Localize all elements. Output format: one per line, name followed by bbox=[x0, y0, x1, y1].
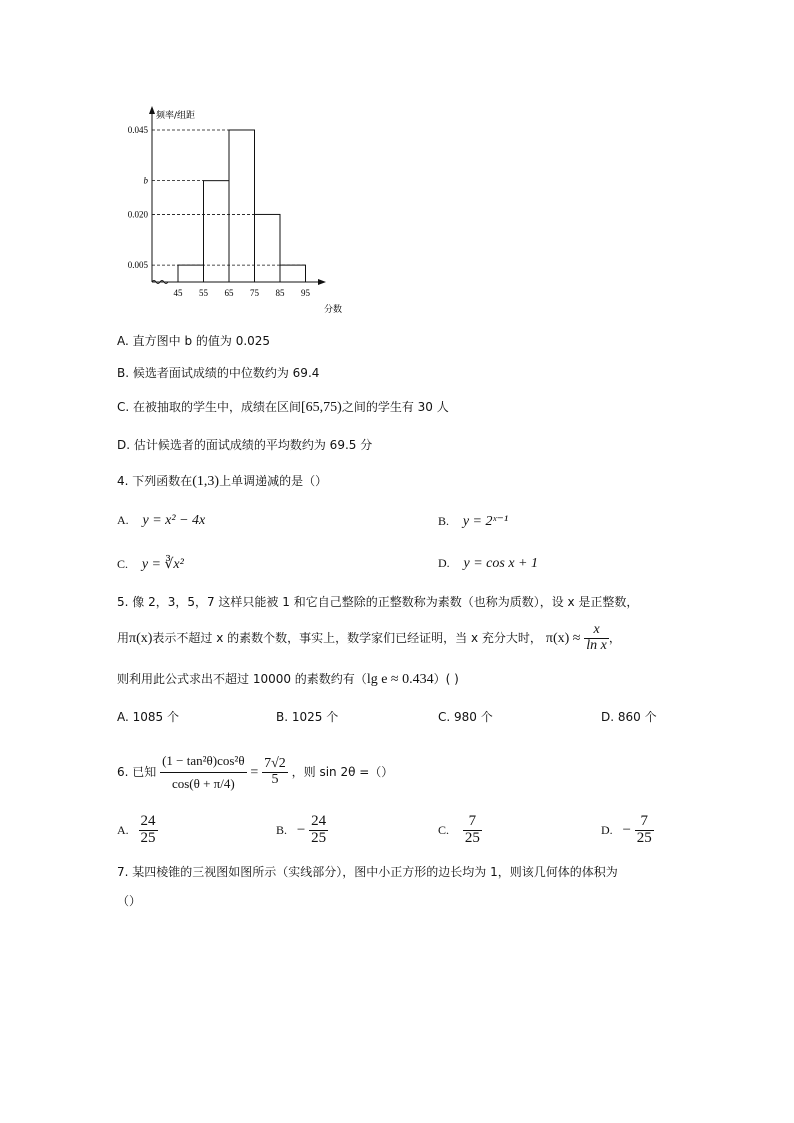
q5-line2 bbox=[117, 623, 621, 654]
q5-line3 bbox=[117, 671, 459, 688]
q6-b-label: B. bbox=[276, 822, 288, 837]
y-axis-label: 频率/组距 bbox=[156, 111, 196, 121]
q7-line2: （） bbox=[117, 894, 142, 908]
histogram-bar bbox=[280, 265, 306, 282]
x-tick-label: 65 bbox=[224, 288, 234, 298]
q6-b-sign: − bbox=[296, 821, 306, 838]
q5-pi-x: π(x) bbox=[129, 631, 153, 646]
q6-a-frac bbox=[139, 814, 158, 847]
q6-den: cos(θ + π/4) bbox=[171, 776, 235, 791]
q6-post: ，则 sin 2θ =（） bbox=[291, 765, 394, 779]
y-axis-arrow bbox=[149, 106, 155, 114]
q3-option-c-post: 之间的学生有 30 人 bbox=[341, 400, 449, 414]
q5-approx-lhs: π(x) ≈ bbox=[545, 631, 581, 646]
q6-option-d bbox=[601, 814, 654, 847]
histogram-bar bbox=[229, 130, 255, 282]
q4-b-expr: y = 2ˣ⁻¹ bbox=[462, 514, 509, 529]
q6-c-label: C. bbox=[438, 822, 450, 837]
q3-option-c bbox=[117, 399, 449, 416]
q6-a-num: 24 bbox=[140, 813, 156, 829]
q6-c-frac bbox=[463, 814, 482, 847]
x-tick-label: 95 bbox=[301, 288, 310, 298]
q6-c-den: 25 bbox=[464, 829, 480, 846]
y-tick-label: 0.005 bbox=[127, 260, 148, 271]
q3-option-c-pre: C. 在被抽取的学生中，成绩在区间 bbox=[117, 400, 302, 414]
q6-eq: = bbox=[250, 765, 259, 780]
q4-option-a bbox=[117, 513, 205, 529]
q6-option-b bbox=[276, 814, 328, 847]
q6-num: (1 − tan²θ)cos²θ bbox=[160, 754, 246, 773]
histogram-chart bbox=[110, 100, 360, 320]
q6-rhs-den: 5 bbox=[271, 772, 279, 787]
q5-lg-e: lg e ≈ 0.434 bbox=[366, 672, 434, 687]
q6-d-num: 7 bbox=[635, 814, 654, 831]
q4-c-label: C. bbox=[117, 557, 129, 571]
q4-a-label: A. bbox=[117, 513, 129, 527]
q6-main-fraction bbox=[160, 754, 246, 790]
q3-option-a: A. 直方图中 b 的值为 0.025 bbox=[117, 334, 271, 348]
q5-line2-end: ， bbox=[608, 631, 621, 645]
x-tick-label: 75 bbox=[250, 288, 259, 298]
q6-pre: 6. 已知 bbox=[117, 765, 157, 779]
x-tick-label: 85 bbox=[275, 288, 285, 298]
histogram-bar bbox=[204, 181, 230, 282]
q5-option-a: A. 1085 个 bbox=[117, 710, 179, 724]
q3-interval: [65,75) bbox=[301, 400, 342, 415]
q4-c-expr: y = ∛x² bbox=[141, 557, 184, 572]
q5-option-d: D. 860 个 bbox=[601, 710, 657, 724]
q4-a-expr: y = x² − 4x bbox=[142, 513, 206, 528]
q6-a-label: A. bbox=[117, 822, 129, 837]
q6-b-num: 24 bbox=[311, 813, 327, 829]
q5-option-c: C. 980 个 bbox=[438, 710, 493, 724]
q6-rhs-fraction bbox=[262, 757, 288, 787]
x-tick-label: 45 bbox=[173, 288, 183, 298]
q4-option-b bbox=[438, 513, 508, 530]
q4-stem-post: 上单调递减的是（） bbox=[219, 474, 328, 488]
q5-line3-pre: 则利用此公式求出不超过 10000 的素数约有（ bbox=[117, 672, 367, 686]
q6-d-sign: − bbox=[622, 821, 631, 838]
q5-option-b: B. 1025 个 bbox=[276, 710, 339, 724]
q3-option-b: B. 候选者面试成绩的中位数约为 69.4 bbox=[117, 366, 320, 380]
q4-d-expr: y = cos x + 1 bbox=[463, 556, 538, 571]
q4-interval: (1,3) bbox=[192, 474, 220, 489]
y-tick-label: 0.045 bbox=[127, 124, 148, 135]
q6-a-den: 25 bbox=[140, 829, 156, 846]
q4-d-label: D. bbox=[438, 556, 450, 570]
q5-line1: 5. 像 2，3，5，7 这样只能被 1 和它自己整除的正整数称为素数（也称为质数），设 x 是正整数， bbox=[117, 595, 639, 609]
q6-d-den: 25 bbox=[636, 829, 652, 846]
q6-stem bbox=[117, 738, 393, 807]
q6-d-label: D. bbox=[601, 822, 613, 837]
y-tick-label: b bbox=[143, 175, 148, 186]
y-tick-label: 0.020 bbox=[127, 209, 148, 220]
q5-line2-pre: 用 bbox=[117, 631, 130, 645]
q6-d-frac bbox=[635, 814, 654, 847]
q7-line1: 7. 某四棱锥的三视图如图所示（实线部分），图中小正方形的边长均为 1，则该几何体的体积为 bbox=[117, 865, 618, 879]
q4-b-label: B. bbox=[438, 514, 450, 528]
q6-b-den: 25 bbox=[311, 829, 327, 846]
q5-line2-mid: 表示不超过 x 的素数个数，事实上，数学家们已经证明，当 x 充分大时， bbox=[152, 631, 542, 645]
q5-frac-den: ln x bbox=[586, 638, 607, 653]
q6-b-frac bbox=[309, 814, 328, 847]
q6-c-num: 7 bbox=[463, 814, 482, 831]
q4-option-c bbox=[117, 556, 184, 573]
q6-option-a bbox=[117, 814, 158, 847]
q6-rhs-num: 7√2 bbox=[264, 756, 286, 772]
x-axis-label: 分数 bbox=[324, 305, 343, 315]
q4-stem-pre: 4. 下列函数在 bbox=[117, 474, 193, 488]
x-axis-arrow bbox=[318, 279, 326, 285]
q5-frac-num: x bbox=[584, 623, 609, 639]
q5-line3-post: ）( ) bbox=[433, 672, 459, 686]
histogram-bar bbox=[178, 265, 204, 282]
q3-option-d: D. 估计候选者的面试成绩的平均数约为 69.5 分 bbox=[117, 438, 373, 452]
q4-option-d bbox=[438, 556, 538, 572]
q5-fraction bbox=[584, 623, 609, 653]
q4-stem bbox=[117, 473, 327, 490]
histogram-bar bbox=[255, 214, 281, 282]
q6-option-c bbox=[438, 814, 482, 847]
x-tick-label: 55 bbox=[199, 288, 208, 298]
